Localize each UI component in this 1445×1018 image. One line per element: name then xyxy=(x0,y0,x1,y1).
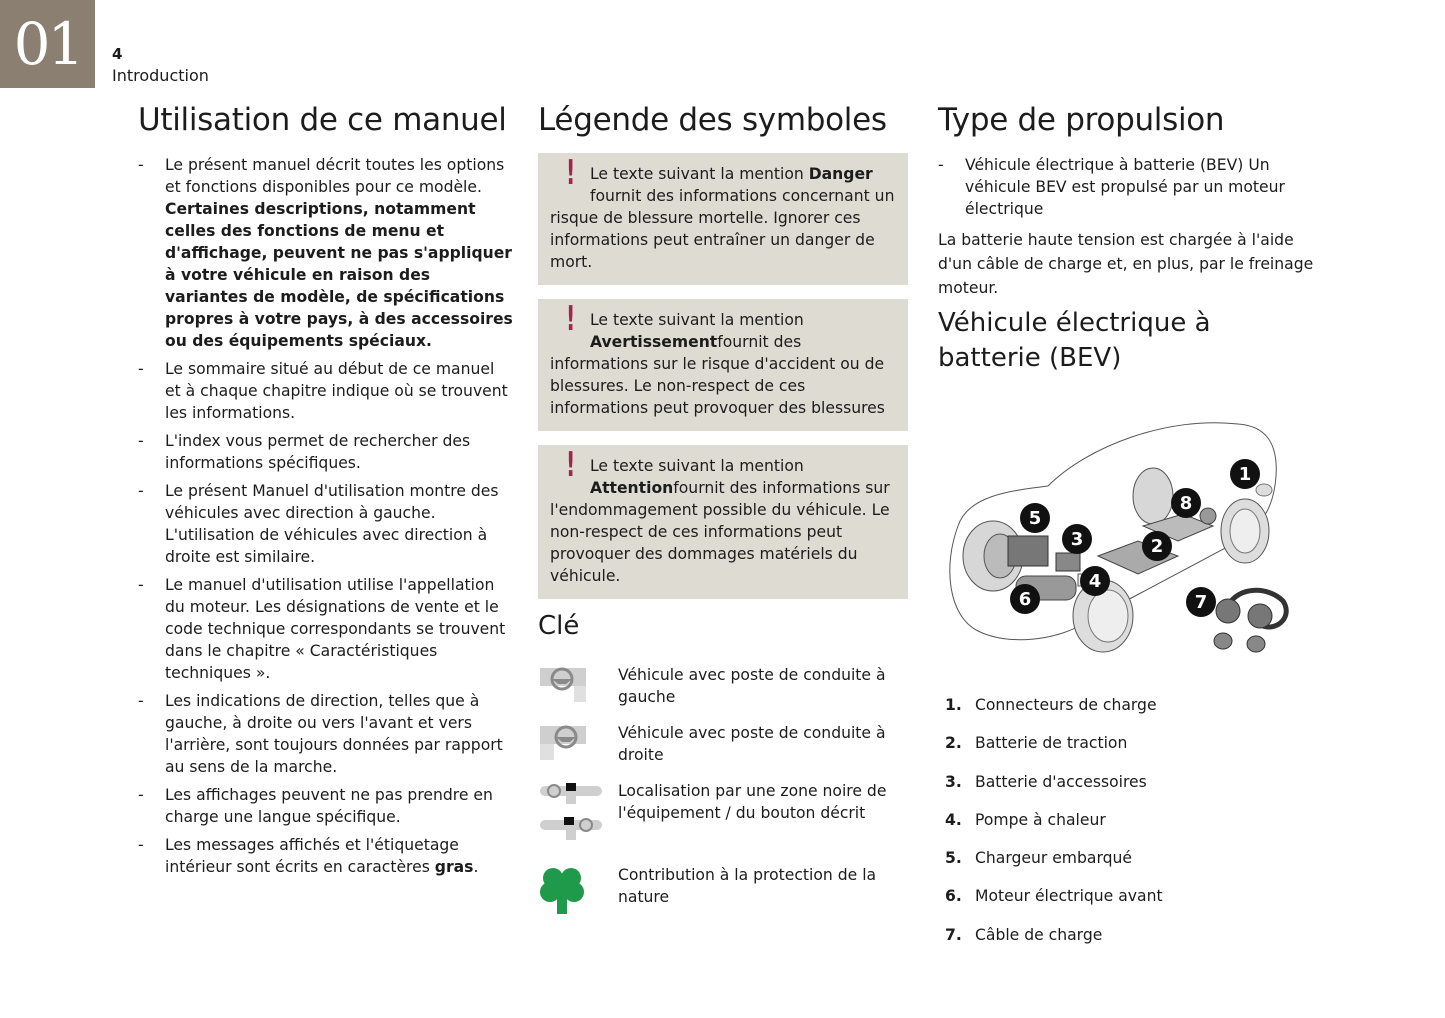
list-item xyxy=(938,847,1318,869)
chapter-number-box: 01 xyxy=(0,0,95,88)
item-number: 2. xyxy=(945,734,962,753)
list-item xyxy=(138,574,513,684)
symbols-legend-title: Légende des symboles xyxy=(538,102,887,138)
item-text: L'index vous permet de rechercher des informations spécifiques. xyxy=(165,432,471,472)
item-number: 6. xyxy=(945,887,962,906)
item-text: Les affichages peuvent ne pas prendre en charge une langue spécifique. xyxy=(165,786,493,826)
page-number: 4 xyxy=(112,45,123,63)
list-item xyxy=(138,690,513,778)
key-item-text: Localisation par une zone noire de l'équipement / du bouton décrit xyxy=(618,782,887,822)
left-hand-drive-icon xyxy=(538,664,610,708)
caution-notice xyxy=(538,445,908,599)
propulsion-list xyxy=(938,154,1318,220)
svg-text:4: 4 xyxy=(1088,571,1102,592)
list-item xyxy=(138,834,513,878)
exclamation-icon: ! xyxy=(566,445,576,485)
key-item-text: Véhicule avec poste de conduite à gauche xyxy=(618,666,886,706)
list-item xyxy=(938,885,1318,907)
item-number: 1. xyxy=(945,696,962,714)
manual-usage-section xyxy=(138,100,513,884)
bev-subtitle: Véhicule électrique à batterie (BEV) xyxy=(938,308,1211,373)
manual-usage-list xyxy=(138,154,513,878)
notice-keyword: Avertissement xyxy=(590,333,718,351)
symbols-legend-section xyxy=(538,100,908,934)
item-text: Le présent Manuel d'utilisation montre des véhicules avec direction à gauche. L'utilisation de véhicules avec direction à droite est similaire. xyxy=(165,482,499,566)
item-label: Moteur électrique avant xyxy=(975,887,1163,906)
manual-usage-title: Utilisation de ce manuel xyxy=(138,102,507,138)
exclamation-icon: ! xyxy=(566,153,576,193)
item-text: Le présent manuel décrit toutes les options et fonctions disponibles pour ce modèle. xyxy=(165,156,505,196)
item-label: Batterie d'accessoires xyxy=(975,772,1147,791)
list-item xyxy=(138,154,513,352)
key-item-left-hand-drive xyxy=(538,664,908,708)
exclamation-icon: ! xyxy=(566,299,576,339)
warning-notice xyxy=(538,299,908,431)
item-number: 5. xyxy=(945,849,962,868)
item-number: 3. xyxy=(945,772,962,791)
propulsion-section xyxy=(938,100,1318,962)
item-text: Le manuel d'utilisation utilise l'appellation du moteur. Les désignations de vente et le code technique correspondants se trouvent dans le chapitre « Caractéristiques techniques ». xyxy=(165,576,506,682)
bev-component-diagram xyxy=(938,406,1308,656)
notice-text: Le texte suivant la mention xyxy=(590,457,804,475)
propulsion-paragraph: La batterie haute tension est chargée à l'aide d'un câble de charge et, en plus, par le freinage moteur. xyxy=(938,231,1314,297)
svg-text:8: 8 xyxy=(1179,493,1193,514)
notice-text: fournit des informations concernant un risque de blessure mortelle. Ignorer ces informations peut entraîner un danger de mort. xyxy=(550,187,895,271)
list-item xyxy=(138,430,513,474)
tree-icon xyxy=(538,864,610,920)
svg-text:6: 6 xyxy=(1018,589,1032,610)
svg-text:2: 2 xyxy=(1150,536,1164,557)
danger-notice xyxy=(538,153,908,285)
section-label: Introduction xyxy=(112,66,209,85)
svg-text:1: 1 xyxy=(1238,464,1252,485)
list-item xyxy=(938,732,1318,754)
item-bold-text: Certaines descriptions, notamment celles des fonctions de menu et d'affichage, peuvent ne pas s'appliquer à votre véhicule en raison des variantes de modèle, de spécifications propres à votre pays, à des accessoires ou des équipements spéciaux. xyxy=(165,200,513,350)
list-item xyxy=(138,480,513,568)
item-label: Pompe à chaleur xyxy=(975,810,1106,829)
item-label: Connecteurs de charge xyxy=(975,696,1157,714)
key-item-text: Véhicule avec poste de conduite à droite xyxy=(618,724,886,764)
key-item-location xyxy=(538,780,908,850)
list-item xyxy=(938,771,1318,793)
item-label: Chargeur embarqué xyxy=(975,849,1132,868)
notice-text: Le texte suivant la mention xyxy=(590,165,809,183)
item-text: Le sommaire situé au début de ce manuel et à chaque chapitre indique où se trouvent les informations. xyxy=(165,360,508,422)
item-text-after: . xyxy=(473,858,479,876)
notice-keyword: Attention xyxy=(590,479,674,497)
item-text: Les messages affichés et l'étiquetage intérieur sont écrits en caractères xyxy=(165,836,459,876)
list-item xyxy=(938,694,1318,716)
notice-text: Le texte suivant la mention xyxy=(590,311,804,329)
item-label: Câble de charge xyxy=(975,925,1103,944)
svg-text:5: 5 xyxy=(1028,508,1042,529)
key-item-nature xyxy=(538,864,908,920)
svg-text:3: 3 xyxy=(1070,529,1084,550)
notice-text: fournit des informations sur le risque d'accident ou de blessures. Le non-respect de ces informations peut provoquer des blessures xyxy=(550,333,885,417)
right-hand-drive-icon xyxy=(538,722,610,766)
svg-text:7: 7 xyxy=(1194,592,1208,613)
list-item xyxy=(938,924,1318,946)
list-item: - Véhicule électrique à batterie (BEV) Un véhicule BEV est propulsé par un moteur électrique xyxy=(938,154,1318,220)
list-item xyxy=(938,809,1318,831)
list-item xyxy=(138,784,513,828)
car-diagram-image xyxy=(938,406,1308,656)
key-item-text: Contribution à la protection de la nature xyxy=(618,866,877,906)
item-number: 7. xyxy=(945,925,962,944)
dashboard-location-icon xyxy=(538,780,610,850)
item-text: Les indications de direction, telles que à gauche, à droite ou vers l'avant et vers l'arrière, sont toujours données par rapport au sens de la marche. xyxy=(165,692,503,776)
notice-text: fournit des informations sur l'endommagement possible du véhicule. Le non-respect de ces informations peut provoquer des dommages matériels du véhicule. xyxy=(550,479,890,585)
item-bold-text: gras xyxy=(434,858,474,876)
notice-keyword: Danger xyxy=(808,165,873,183)
key-title: Clé xyxy=(538,611,580,641)
component-list xyxy=(938,694,1318,946)
item-label: Batterie de traction xyxy=(975,734,1128,753)
list-item xyxy=(138,358,513,424)
item-number: 4. xyxy=(945,810,962,829)
key-item-right-hand-drive xyxy=(538,722,908,766)
propulsion-title: Type de propulsion xyxy=(938,102,1225,138)
